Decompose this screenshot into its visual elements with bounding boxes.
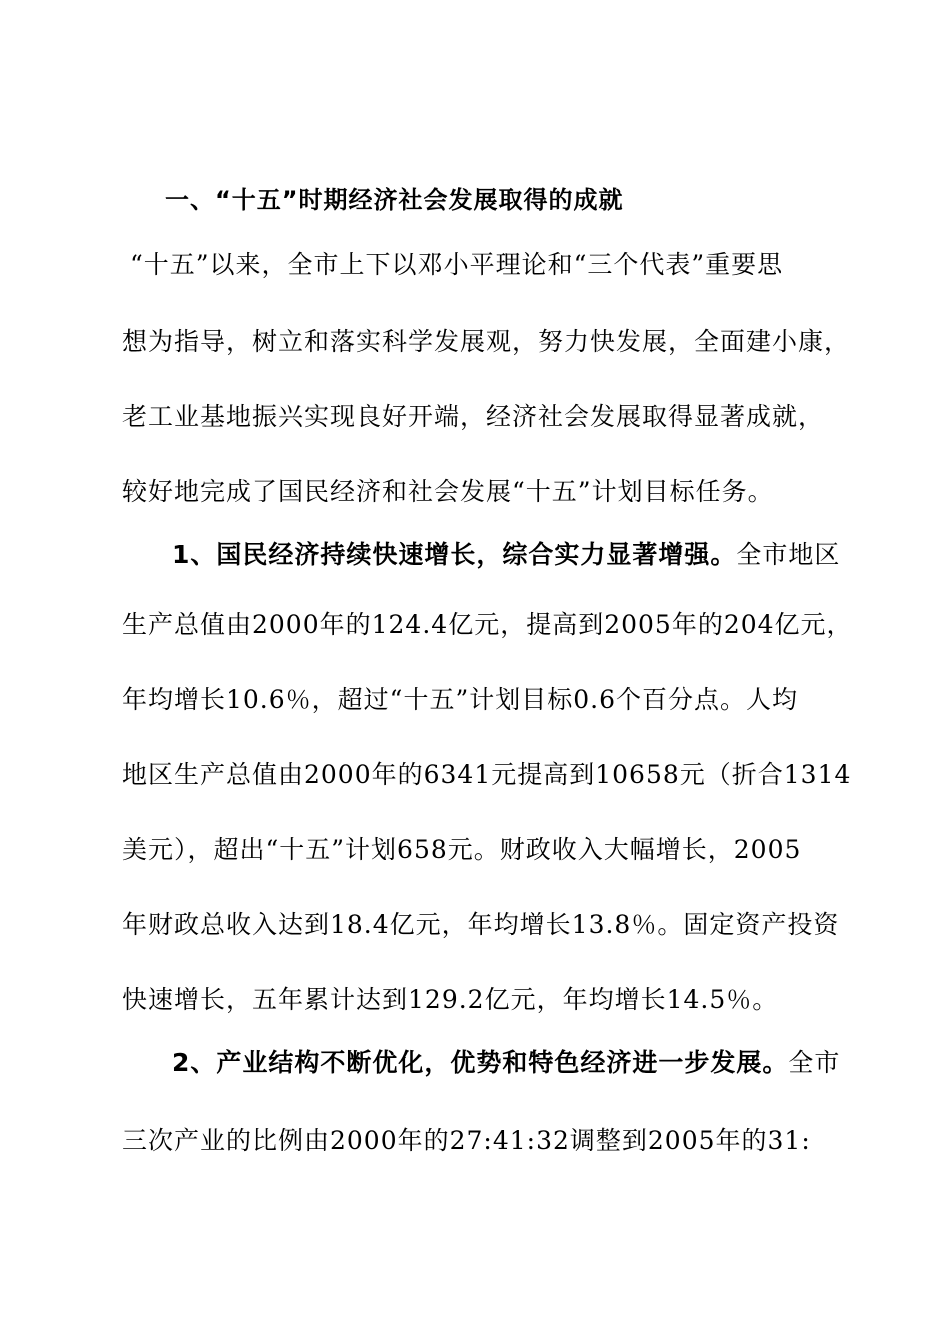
section1-line-2: 生产总值由2000年的124.4亿元，提高到2005年的204亿元， <box>122 610 853 639</box>
section2-first-line <box>172 1048 840 1078</box>
intro-line-2: 想为指导，树立和落实科学发展观，努力快发展，全面建小康， <box>122 327 851 356</box>
section-heading: 一、“十五”时期经济社会发展取得的成就 <box>165 186 624 214</box>
section1-line-7: 快速增长，五年累计达到129.2亿元，年均增长14.5％。 <box>122 985 779 1014</box>
section1-line-6: 年财政总收入达到18.4亿元，年均增长13.8％。固定资产投资 <box>122 910 840 939</box>
section2-lead: 2、产业结构不断优化，优势和特色经济进一步发展。 <box>172 1048 789 1077</box>
section1-line-5: 美元），超出“十五”计划658元。财政收入大幅增长，2005 <box>122 835 802 864</box>
intro-line-1: “十五”以来，全市上下以邓小平理论和“三个代表”重要思 <box>130 250 784 279</box>
section1-first-rest: 全市地区 <box>736 540 841 569</box>
section2-first-rest: 全市 <box>788 1048 841 1077</box>
section2-line-2: 三次产业的比例由2000年的27:41:32调整到2005年的31: <box>122 1126 811 1155</box>
section1-line-3: 年均增长10.6％，超过“十五”计划目标0.6个百分点。人均 <box>122 685 798 714</box>
intro-line-3: 老工业基地振兴实现良好开端，经济社会发展取得显著成就， <box>122 402 825 431</box>
section1-line-4: 地区生产总值由2000年的6341元提高到10658元（折合1314 <box>122 760 852 789</box>
intro-line-4: 较好地完成了国民经济和社会发展“十五”计划目标任务。 <box>122 477 774 506</box>
section1-lead: 1、国民经济持续快速增长，综合实力显著增强。 <box>172 540 737 569</box>
section1-first-line <box>172 540 840 570</box>
